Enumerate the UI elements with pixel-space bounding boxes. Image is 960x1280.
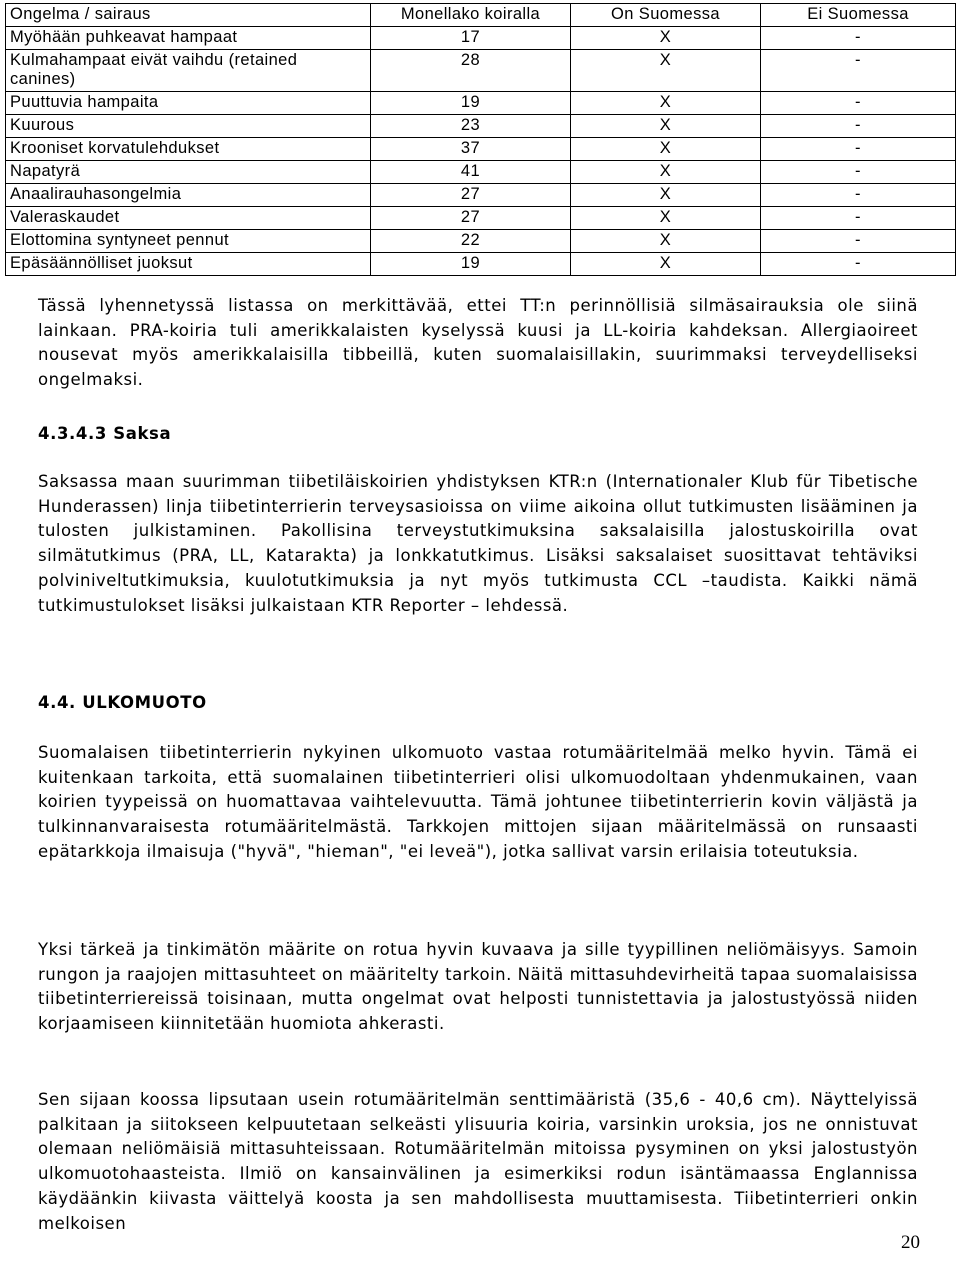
ulkomuoto-section-3 [38,1088,918,1236]
table-cell-condition: Elottomina syntyneet pennut [6,230,371,253]
table-cell-condition: Napatyrä [6,161,371,184]
table-cell-not-in-finland: - [761,138,956,161]
table-row [6,161,956,184]
ulkomuoto-paragraph: Sen sijaan koossa lipsutaan usein rotumääritelmän senttimääristä (35,6 - 40,6 cm). Näyttelyissä palkitaan ja siitokseen kelpuutetaan selkeästi ylisuuria koiria, varsinkin uroksia, jos ne onnistuvat olemaan neliömäisiä mittasuhteissaan. Rotumääritelmän mitoissa pysyminen on yksi jalostustyön ulkomuotohaasteista. Ilmiö on kansainvälinen ja esimerkiksi rodun isäntämaassa Englannissa käydäänkin kiivasta väittelyä koosta ja sen mahdollisesta muuttamisesta. Tiibetinterrieri onkin melkoisen [38,1090,918,1233]
table-cell-count: 19 [371,92,571,115]
table-cell-count: 37 [371,138,571,161]
table-cell-condition: Valeraskaudet [6,207,371,230]
table-cell-in-finland: X [571,50,761,92]
table-cell-not-in-finland: - [761,207,956,230]
ulkomuoto-paragraph: Suomalaisen tiibetinterrierin nykyinen ulkomuoto vastaa rotumääritelmää melko hyvin. Tämä ei kuitenkaan tarkoita, että suomalainen tiibetinterrieri olisi ulkomuodoltaan yhdenmukainen, vaan koirien tyypeissä on huomattavaa vaihtelevuutta. Tämä johtunee tiibetinterrierin kovin väljästä ja tulkinnanvaraisesta rotumääritelmästä. Tarkkojen mittojen sijaan määritelmässä on runsaasti epätarkkoja ilmaisuja ("hyvä", "hieman", "ei leveä"), jotka sallivat varsin erilaisia toteutuksia. [38,743,918,861]
table-cell-in-finland: X [571,230,761,253]
table-cell-in-finland: X [571,115,761,138]
table-row [6,92,956,115]
ulkomuoto-section-2 [38,938,918,1037]
table-cell-not-in-finland: - [761,92,956,115]
table-cell-not-in-finland: - [761,27,956,50]
table-cell-count: 17 [371,27,571,50]
table-row [6,230,956,253]
table-cell-condition: Myöhään puhkeavat hampaat [6,27,371,50]
section-heading-saksa: 4.3.4.3 Saksa [38,424,172,443]
table-row [6,115,956,138]
table-cell-count: 28 [371,50,571,92]
table-cell-count: 22 [371,230,571,253]
table-header-cell: Monellako koiralla [371,4,571,27]
table-cell-not-in-finland: - [761,184,956,207]
disease-table [5,3,956,276]
table-cell-in-finland: X [571,184,761,207]
saksa-section [38,470,918,618]
table-cell-condition: Kuurous [6,115,371,138]
intro-paragraph: Tässä lyhennetyssä listassa on merkittävää, ettei TT:n perinnöllisiä silmäsairauksia ole siinä lainkaan. PRA-koiria tuli amerikkalaisten kyselyssä kuusi ja LL-koiria kahdeksan. Allergiaoireet nousevat myös amerikkalaisilla tibbeillä, kuten suomalaisillakin, suurimmaksi terveydelliseksi ongelmaksi. [38,296,918,390]
table-cell-count: 27 [371,184,571,207]
table-cell-not-in-finland: - [761,50,956,92]
table-cell-count: 27 [371,207,571,230]
table-cell-condition: Puuttuvia hampaita [6,92,371,115]
table-cell-in-finland: X [571,161,761,184]
table-cell-in-finland: X [571,253,761,276]
page-number: 20 [901,1232,920,1253]
table-cell-count: 23 [371,115,571,138]
table-cell-count: 41 [371,161,571,184]
table-cell-not-in-finland: - [761,115,956,138]
table-cell-not-in-finland: - [761,253,956,276]
table-row [6,253,956,276]
table-row [6,184,956,207]
table-cell-in-finland: X [571,92,761,115]
table-row [6,50,956,92]
table-cell-condition: Krooniset korvatulehdukset [6,138,371,161]
saksa-paragraph: Saksassa maan suurimman tiibetiläiskoirien yhdistyksen KTR:n (Internationaler Klub für Tibetische Hunderassen) linja tiibetinterrierin terveysasioissa on viime aikoina ollut tutkimusten lisääminen ja tulosten julkistaminen. Pakollisina terveystutkimuksina saksalaisilla jalostuskoirilla ovat silmätutkimus (PRA, LL, Katarakta) ja lonkkatutkimus. Lisäksi saksalaiset suosittavat tehtäviksi polviniveltutkimuksia, kuulotutkimuksia ja nyt myös tutkimusta CCL –taudista. Kaikki nämä tutkimustulokset lisäksi julkaistaan KTR Reporter – lehdessä. [38,472,918,615]
table-cell-condition: Epäsäännölliset juoksut [6,253,371,276]
table-header-cell: Ei Suomessa [761,4,956,27]
table-cell-in-finland: X [571,207,761,230]
section-heading-ulkomuoto: 4.4. ULKOMUOTO [38,693,207,712]
table-cell-count: 19 [371,253,571,276]
table-header-cell: On Suomessa [571,4,761,27]
table-cell-in-finland: X [571,27,761,50]
intro-section [38,294,918,393]
table-cell-not-in-finland: - [761,230,956,253]
ulkomuoto-section-1 [38,741,918,865]
table-header-row [6,4,956,27]
table-row [6,207,956,230]
table-row [6,138,956,161]
table-header-cell: Ongelma / sairaus [6,4,371,27]
table-cell-not-in-finland: - [761,161,956,184]
table-cell-condition: Anaalirauhasongelmia [6,184,371,207]
table-row [6,27,956,50]
table-cell-in-finland: X [571,138,761,161]
ulkomuoto-paragraph: Yksi tärkeä ja tinkimätön määrite on rotua hyvin kuvaava ja sille tyypillinen neliömäisyys. Samoin rungon ja raajojen mittasuhteet on määritelty tarkoin. Näitä mittasuhdevirheitä tapaa suomalaisissa tiibetinterriereissä toisinaan, mutta ongelmat ovat helposti tunnistettavia ja jalostustyössä niiden korjaamiseen kiinnitetään huomiota ahkerasti. [38,940,918,1034]
table-cell-condition: Kulmahampaat eivät vaihdu (retained canines) [6,50,371,92]
